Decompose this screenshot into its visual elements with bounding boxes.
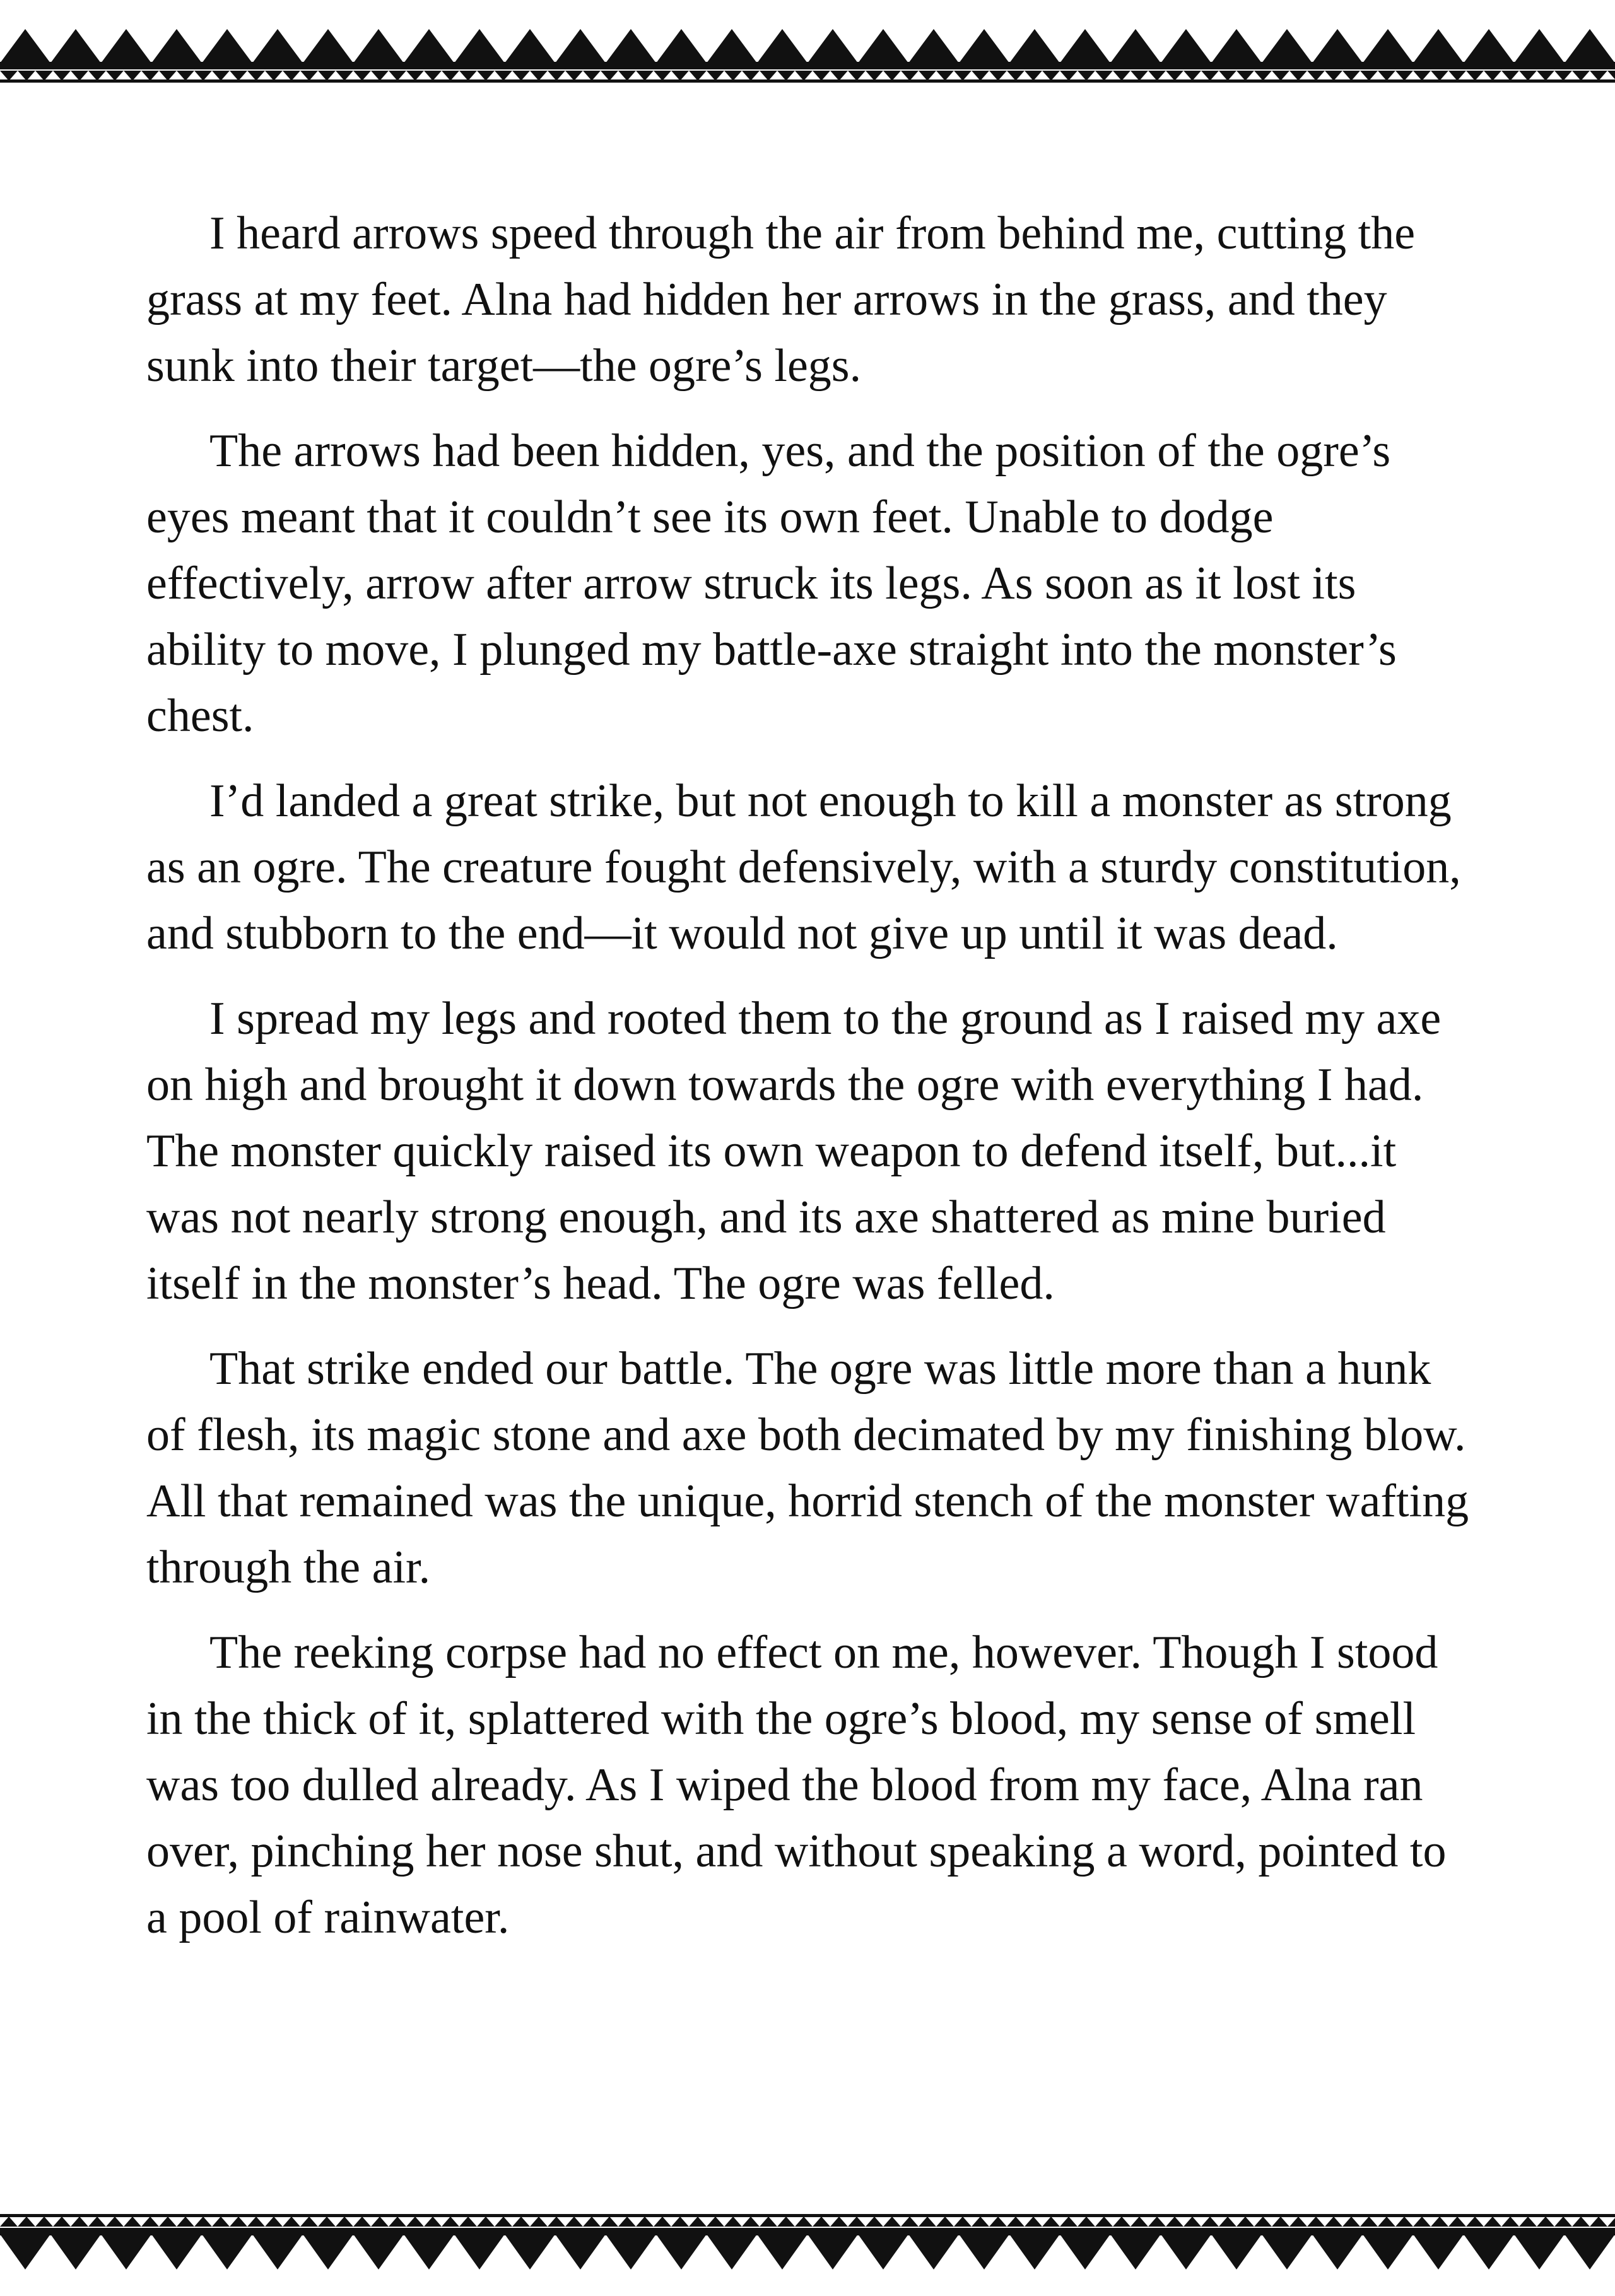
bottom-thin-rule	[0, 2214, 1615, 2217]
paragraph-6: The reeking corpse had no effect on me, however. Though I stood in the thick of it, splattered with the ogre’s blood, my sense of smell was too dulled already. As I wiped the blood from my face, Alna ran over, pinching her nose shut, and without speaking a word, pointed to a pool of rainwater.	[146, 1627, 1447, 1943]
paragraph-1: I heard arrows speed through the air from behind me, cutting the grass at my feet. Alna had hidden her arrows in the grass, and they sunk into their target—the ogre’s legs.	[146, 208, 1416, 392]
bottom-large-triangles	[0, 2234, 1615, 2270]
paragraph-5: That strike ended our battle. The ogre was little more than a hunk of flesh, its magic stone and axe both decimated by my finishing blow. All that remained was the unique, horrid stench of the monster wafting through the air.	[146, 1343, 1469, 1593]
bottom-decorative-border	[0, 2208, 1615, 2296]
top-decorative-border	[0, 0, 1615, 88]
paragraph-2: The arrows had been hidden, yes, and the position of the ogre’s eyes meant that it couldn’t see its own feet. Unable to dodge effectively, arrow after arrow struck its legs. As soon as it lost its ability to move, I plunged my battle-axe straight into the monster’s chest.	[146, 425, 1397, 742]
paragraph-4: I spread my legs and rooted them to the ground as I raised my axe on high and brought it down towards the ogre with everything I had. The monster quickly raised its own weapon to defend itself, but...it was not nearly strong enough, and its axe shattered as mine buried itself in the monster’s head. The ogre was felled.	[146, 993, 1442, 1309]
top-thin-rule	[0, 79, 1615, 83]
page-body	[146, 201, 1477, 1970]
bottom-small-zigzag	[0, 2217, 1615, 2227]
paragraph-3: I’d landed a great strike, but not enough to kill a monster as strong as an ogre. The creature fought defensively, with a sturdy constitution, and stubborn to the end—it would not give up until it was dead.	[146, 775, 1461, 959]
top-thick-rule	[0, 62, 1615, 69]
top-large-triangles	[0, 29, 1615, 63]
top-border-pattern	[0, 0, 1615, 88]
bottom-border-pattern	[0, 2208, 1615, 2296]
top-small-zigzag	[0, 71, 1615, 81]
